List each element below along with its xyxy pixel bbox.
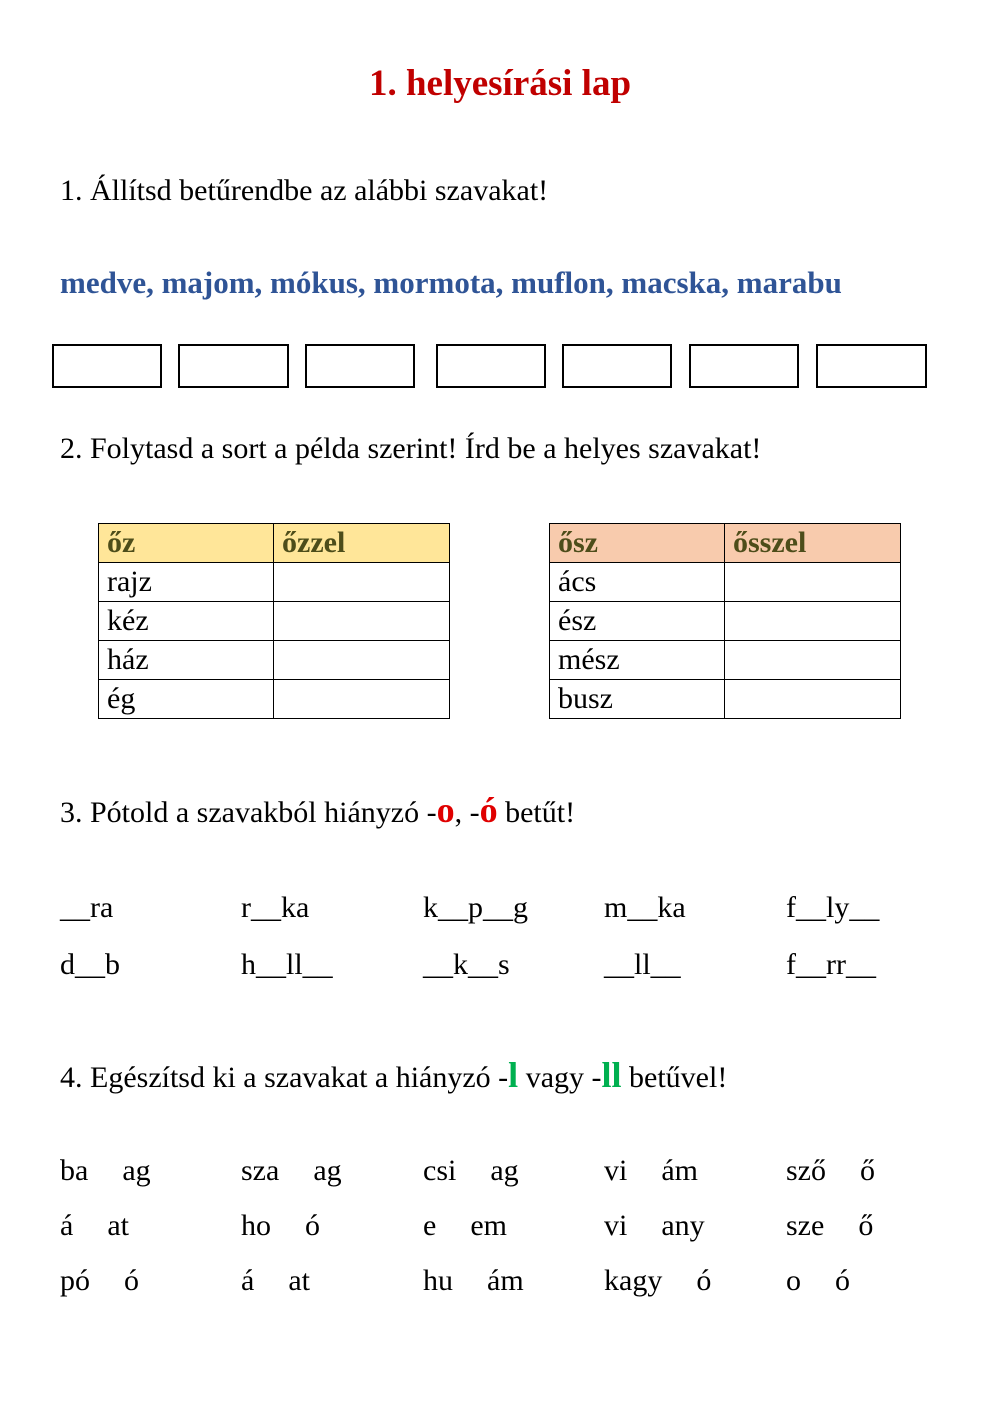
highlight-letter-ll: ll (601, 1055, 622, 1095)
word-part: ám (661, 1154, 698, 1187)
word-part: ba (60, 1154, 89, 1187)
table-word-cell: ház (99, 641, 274, 680)
fill-word[interactable] (604, 1263, 711, 1299)
task1-answer-box-2[interactable] (178, 344, 289, 388)
table-word-cell: kéz (99, 602, 274, 641)
fill-word[interactable] (786, 1208, 873, 1244)
fill-word[interactable]: h__ll__ (241, 948, 333, 981)
table-word-cell: ég (99, 680, 274, 719)
fill-word[interactable]: m__ka (604, 891, 686, 924)
fill-word[interactable] (423, 1153, 519, 1189)
word-part: vi (604, 1209, 628, 1242)
fill-word[interactable] (423, 1208, 507, 1244)
word-part: á (60, 1209, 74, 1242)
fill-word[interactable] (60, 1263, 139, 1299)
word-part: ő (858, 1209, 874, 1242)
table-word-cell: rajz (99, 563, 274, 602)
word-part: ó (696, 1264, 712, 1297)
task3-text-end: betűt! (497, 796, 576, 829)
fill-word[interactable]: __ll__ (604, 948, 681, 981)
fill-word[interactable]: r__ka (241, 891, 310, 924)
task3-instruction (60, 792, 575, 831)
table-word-cell: ész (550, 602, 725, 641)
task1-answer-box-4[interactable] (436, 344, 546, 388)
table-row (99, 680, 450, 719)
table-header-cell: őzzel (274, 524, 450, 563)
table-header-cell: ősszel (725, 524, 901, 563)
table-row (550, 563, 901, 602)
highlight-letter-o: o (436, 790, 455, 830)
word-part: ó (835, 1264, 850, 1297)
page-title: 1. helyesírási lap (368, 63, 632, 104)
task1-answer-box-7[interactable] (816, 344, 927, 388)
fill-word[interactable]: k__p__g (423, 891, 528, 924)
word-part: ag (313, 1154, 342, 1187)
word-part: kagy (604, 1264, 663, 1297)
table-answer-cell[interactable] (274, 641, 450, 680)
word-part: á (241, 1264, 255, 1297)
table-row (99, 563, 450, 602)
fill-word[interactable]: __ra (60, 891, 114, 924)
table-row (99, 602, 450, 641)
task2-instruction: 2. Folytasd a sort a példa szerint! Írd be a helyes szavakat! (60, 432, 762, 465)
table-header-row (550, 524, 901, 563)
fill-word[interactable]: f__ly__ (786, 891, 880, 924)
table-word-cell: mész (550, 641, 725, 680)
fill-word[interactable] (241, 1153, 342, 1189)
table-answer-cell[interactable] (274, 563, 450, 602)
highlight-letter-o-accent: ó (479, 790, 498, 830)
table-answer-cell[interactable] (725, 602, 901, 641)
word-part: sző (786, 1154, 826, 1187)
word-part: vi (604, 1154, 628, 1187)
task3-text: 3. Pótold a szavakból hiányzó - (60, 796, 437, 829)
word-part: e (423, 1209, 437, 1242)
fill-word[interactable] (423, 1263, 524, 1299)
task1-answer-box-1[interactable] (52, 344, 162, 388)
word-part: pó (60, 1264, 90, 1297)
fill-word[interactable] (786, 1263, 850, 1299)
fill-word[interactable]: d__b (60, 948, 120, 981)
task4-instruction (60, 1057, 727, 1096)
word-part: em (470, 1209, 507, 1242)
fill-word[interactable] (241, 1208, 320, 1244)
word-part: ho (241, 1209, 271, 1242)
table-answer-cell[interactable] (274, 602, 450, 641)
word-part: csi (423, 1154, 457, 1187)
table-row (550, 680, 901, 719)
fill-word[interactable] (604, 1208, 705, 1244)
table-row (550, 641, 901, 680)
word-part: ag (122, 1154, 151, 1187)
task1-instruction: 1. Állítsd betűrendbe az alábbi szavakat! (60, 174, 549, 207)
task1-answer-box-5[interactable] (562, 344, 672, 388)
fill-word[interactable] (60, 1208, 129, 1244)
fill-word[interactable]: f__rr__ (786, 948, 876, 981)
table-row (550, 602, 901, 641)
word-part: ag (490, 1154, 519, 1187)
table-word-cell: busz (550, 680, 725, 719)
word-part: sza (241, 1154, 280, 1187)
highlight-letter-l: l (508, 1055, 519, 1095)
table-answer-cell[interactable] (725, 641, 901, 680)
word-part: at (107, 1209, 129, 1242)
task4-text-mid: vagy - (518, 1061, 602, 1094)
word-part: sze (786, 1209, 825, 1242)
task2-table-oz (98, 523, 450, 719)
word-part: ó (305, 1209, 320, 1242)
word-part: ám (487, 1264, 524, 1297)
table-header-cell: ősz (550, 524, 725, 563)
task1-answer-box-6[interactable] (689, 344, 799, 388)
table-header-cell: őz (99, 524, 274, 563)
table-answer-cell[interactable] (725, 680, 901, 719)
word-part: any (661, 1209, 705, 1242)
task4-text: 4. Egészítsd ki a szavakat a hiányzó - (60, 1061, 509, 1094)
task1-answer-box-3[interactable] (305, 344, 415, 388)
fill-word[interactable] (786, 1153, 875, 1189)
table-word-cell: ács (550, 563, 725, 602)
word-part: at (288, 1264, 310, 1297)
fill-word[interactable] (60, 1153, 151, 1189)
word-part: o (786, 1264, 801, 1297)
table-header-row (99, 524, 450, 563)
table-answer-cell[interactable] (274, 680, 450, 719)
word-part: ó (124, 1264, 139, 1297)
task4-text-end: betűvel! (621, 1061, 728, 1094)
task1-word-list: medve, majom, mókus, mormota, muflon, macska, marabu (60, 265, 842, 300)
fill-word[interactable] (241, 1263, 310, 1299)
table-row (99, 641, 450, 680)
fill-word[interactable]: __k__s (423, 948, 510, 981)
task3-separator: , - (454, 796, 480, 829)
word-part: ő (860, 1154, 875, 1187)
table-answer-cell[interactable] (725, 563, 901, 602)
word-part: hu (423, 1264, 453, 1297)
task2-table-osz (549, 523, 901, 719)
fill-word[interactable] (604, 1153, 698, 1189)
